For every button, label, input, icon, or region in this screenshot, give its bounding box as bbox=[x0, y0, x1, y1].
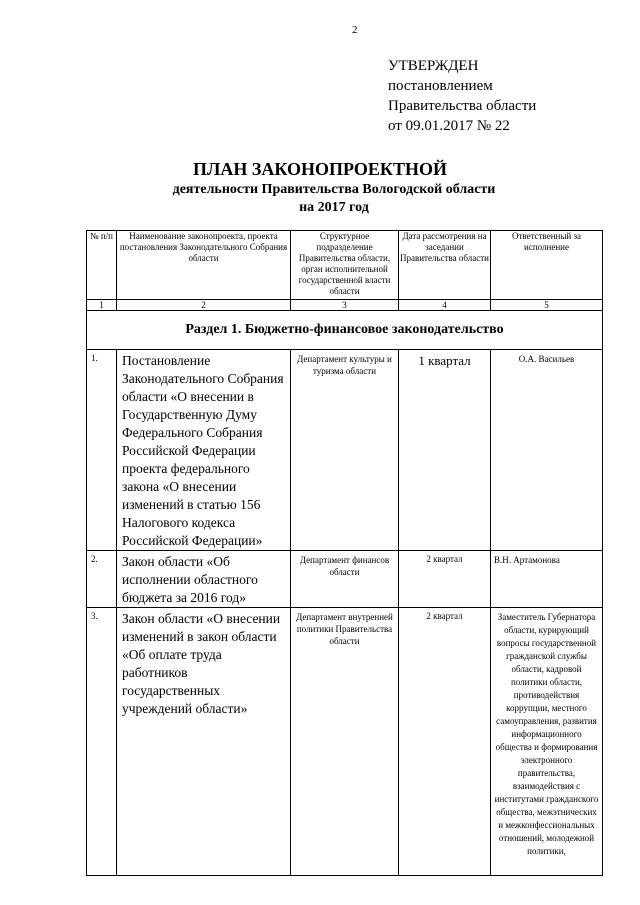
document-title: ПЛАН ЗАКОНОПРОЕКТНОЙ bbox=[193, 159, 447, 179]
row-name: Закон области «О внесении изменений в закон области «Об оплате труда работников государственных учреждений области» bbox=[117, 608, 291, 876]
header-unit: Структурное подразделение Правительства области, орган исполнительной государственной власти области bbox=[291, 231, 399, 300]
table-header-row bbox=[87, 231, 603, 300]
document-subtitle bbox=[0, 181, 640, 217]
subtitle-line: деятельности Правительства Вологодской области bbox=[172, 182, 496, 197]
approval-line: постановлением bbox=[388, 78, 493, 94]
row-date: 2 квартал bbox=[399, 608, 491, 876]
row-unit: Департамент финансов области bbox=[291, 551, 399, 608]
plan-table bbox=[86, 230, 603, 876]
column-number: 4 bbox=[399, 300, 491, 311]
row-responsible: В.Н. Артамонова bbox=[491, 551, 603, 608]
column-number: 1 bbox=[87, 300, 117, 311]
row-responsible: Заместитель Губернатора области, курирующий вопросы государственной гражданской службы области, кадровой политики области, противодействия коррупции, местного самоуправления, развития информационного общества и формирования электронного правительства, взаимодействия с институтами гражданского общества, межэтнических и межконфессиональных отношений, молодежной политики, bbox=[491, 608, 603, 876]
section-title: Раздел 1. Бюджетно-финансовое законодательство bbox=[87, 311, 603, 350]
header-date: Дата рассмотрения на заседании Правительства области bbox=[399, 231, 491, 300]
approval-stamp bbox=[388, 56, 536, 136]
row-responsible: О.А. Васильев bbox=[491, 350, 603, 551]
row-name: Закон области «Об исполнении областного бюджета за 2016 год» bbox=[117, 551, 291, 608]
row-unit: Департамент культуры и туризма области bbox=[291, 350, 399, 551]
row-unit: Департамент внутренней политики Правительства области bbox=[291, 608, 399, 876]
table-row bbox=[87, 350, 603, 551]
section-row bbox=[87, 311, 603, 350]
header-num: № п/п bbox=[87, 231, 117, 300]
subtitle-line: на 2017 год bbox=[299, 200, 369, 215]
approval-line: от 09.01.2017 № 22 bbox=[388, 118, 510, 134]
column-number: 2 bbox=[117, 300, 291, 311]
row-number: 3. bbox=[87, 608, 117, 876]
table-row bbox=[87, 608, 603, 876]
row-name: Постановление Законодательного Собрания области «О внесении в Государственную Думу Федерального Собрания Российской Федерации проекта федерального закона «О внесении изменений в статью 156 Налогового кодекса Российской Федерации» bbox=[117, 350, 291, 551]
row-number: 2. bbox=[87, 551, 117, 608]
table-row bbox=[87, 551, 603, 608]
header-responsible: Ответственный за исполнение bbox=[491, 231, 603, 300]
row-date: 1 квартал bbox=[399, 350, 491, 551]
page-number: 2 bbox=[352, 24, 358, 36]
column-number-row bbox=[87, 300, 603, 311]
approval-line: Правительства области bbox=[388, 98, 537, 114]
row-number: 1. bbox=[87, 350, 117, 551]
approval-line: УТВЕРЖДЕН bbox=[388, 58, 479, 74]
column-number: 5 bbox=[491, 300, 603, 311]
column-number: 3 bbox=[291, 300, 399, 311]
row-date: 2 квартал bbox=[399, 551, 491, 608]
header-name: Наименование законопроекта, проекта постановления Законодательного Собрания области bbox=[117, 231, 291, 300]
